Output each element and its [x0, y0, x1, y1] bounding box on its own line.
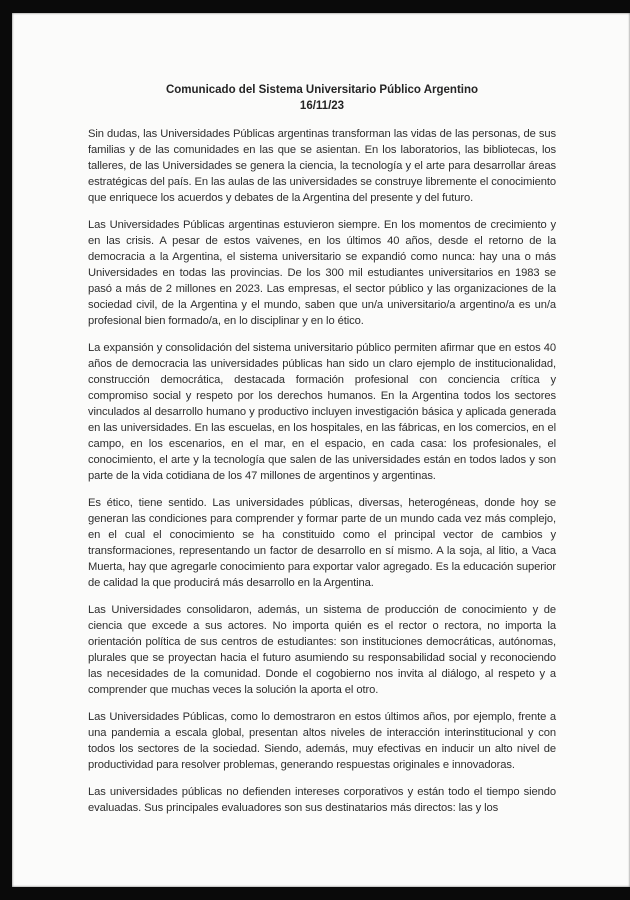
document-page — [12, 13, 630, 887]
paragraph: Es ético, tiene sentido. Las universidades públicas, diversas, heterogéneas, donde hoy se generan las condiciones para comprender y formar parte de un mundo cada vez más complejo, en el cual el conocimiento se ha constituido como el principal vector de cambios y transformaciones, representando un factor de desarrollo en sí mismo. A la soja, al litio, a Vaca Muerta, hay que agregarle conocimiento para exportar valor agregado. Es la educación superior de calidad la que producirá más desarrollo en la Argentina. — [88, 497, 556, 589]
document-title: Comunicado del Sistema Universitario Público Argentino — [165, 84, 479, 96]
paragraph: Las Universidades Públicas argentinas estuvieron siempre. En los momentos de crecimiento y en las crisis. A pesar de estos vaivenes, en los últimos 40 años, desde el retorno de la democracia a la Argentina, el sistema universitario se expandió como nunca: hay una o más Universidades en todas las provincias. De los 300 mil estudiantes universitarios en 1983 se pasó a más de 2 millones en 2023. Las empresas, el sector público y las organizaciones de la sociedad civil, de la Argentina y el mundo, saben que un/a universitario/a argentino/a es un/a profesional bien formado/a, en lo disciplinar y en lo ético. — [88, 219, 556, 327]
paragraph: La expansión y consolidación del sistema universitario público permiten afirmar que en estos 40 años de democracia las universidades públicas han sido un claro ejemplo de institucionalidad, construcción democrática, destacada formación profesional con conciencia crítica y compromiso social y respeto por los derechos humanos. En la Argentina todos los sectores vinculados al desarrollo humano y productivo incluyen investigación básica y aplicada generada en las universidades. En las escuelas, en los hospitales, en las fábricas, en los comercios, en el campo, en los escenarios, en el mar, en el espacio, en cada casa: los profesionales, el conocimiento, el arte y la tecnología que salen de las universidades están en todos lados y son parte de la vida cotidiana de los 47 millones de argentinos y argentinas. — [88, 342, 556, 482]
document-body — [88, 126, 556, 816]
paragraph: Las universidades públicas no defienden intereses corporativos y están todo el tiempo siendo evaluadas. Sus principales evaluadores son sus destinatarios más directos: las y los — [88, 786, 556, 814]
paragraph: Las Universidades Públicas, como lo demostraron en estos últimos años, por ejemplo, frente a una pandemia a escala global, presentan altos niveles de interacción interinstitucional y con todos los sectores de la sociedad. Siendo, además, muy efectivas en inducir un alto nivel de productividad para resolver problemas, generando respuestas originales e innovadoras. — [88, 711, 556, 771]
paragraph: Las Universidades consolidaron, además, un sistema de producción de conocimiento y de ciencia que excede a sus actores. No importa quién es el rector o rectora, no importa la orientación política de sus centros de estudiantes: son instituciones democráticas, autónomas, plurales que se proyectan hacia el futuro asumiendo su responsabilidad social y reconociendo las necesidades de la comunidad. Donde el cogobierno nos invita al diálogo, al respeto y a comprender que muchas veces la solución la aporta el otro. — [88, 604, 556, 696]
document-content — [12, 13, 630, 816]
paragraph: Sin dudas, las Universidades Públicas argentinas transforman las vidas de las personas, de sus familias y de las comunidades en las que se asientan. En los laboratorios, las bibliotecas, los talleres, de las Universidades se genera la ciencia, la tecnología y el arte para desarrollar áreas estratégicas del país. En las aulas de las universidades se construye libremente el conocimiento que enriquece los acuerdos y debates de la Argentina del presente y del futuro. — [88, 128, 556, 204]
document-date: 16/11/23 — [299, 100, 345, 112]
